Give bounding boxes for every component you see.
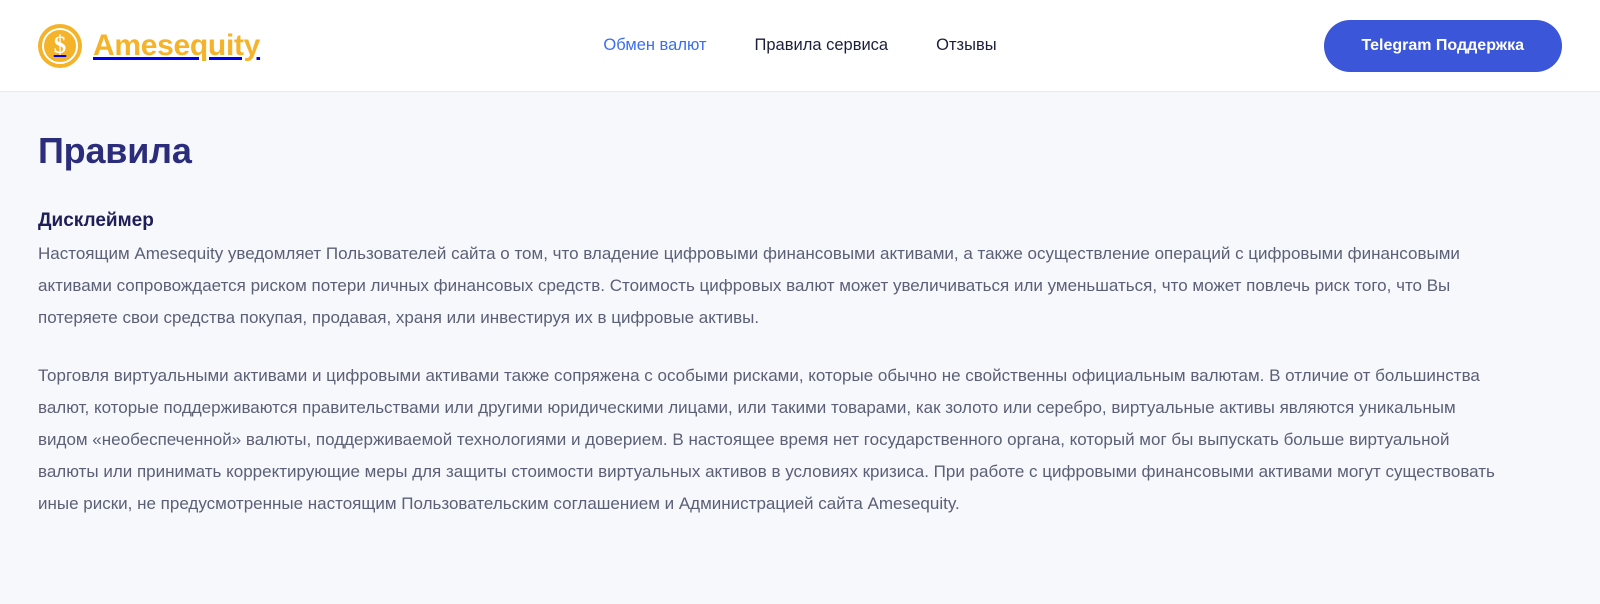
section-paragraph: Настоящим Amesequity уведомляет Пользователей сайта о том, что владение цифровыми финансовыми активами, а также осуществление операций с цифровыми финансовыми активами сопровождается риском потери личных финансовых средств. Стоимость цифровых валют может увеличиваться или уменьшаться, что может повлечь риск того, что Вы потеряете свои средства покупая, продавая, храня или инвестируя их в цифровые активы. bbox=[38, 244, 1460, 327]
section-disclaimer bbox=[38, 210, 1562, 520]
logo-link[interactable] bbox=[38, 24, 260, 68]
telegram-support-button[interactable]: Telegram Поддержка bbox=[1324, 20, 1562, 72]
logo-mark-symbol: $ bbox=[53, 32, 67, 59]
brand-name: Amesequity bbox=[93, 28, 261, 62]
section-paragraph: Торговля виртуальными активами и цифровыми активами также сопряжена с особыми рисками, которые обычно не свойственны официальным валютам. В отличие от большинства валют, которые поддерживаются правительствами или другими юридическими лицами, или такими товарами, как золото или серебро, виртуальные активы являются уникальным видом «необеспеченной» валюты, поддерживаемой технологиями и доверием. В настоящее время нет государственного органа, который мог бы выпускать больше виртуальной валюты или принимать корректирующие меры для защиты стоимости виртуальных активов в условиях кризиса. При работе с цифровыми финансовыми активами могут существовать иные риски, не предусмотренные настоящим Пользовательским соглашением и Администрацией сайта Amesequity. bbox=[38, 366, 1495, 513]
page-content bbox=[0, 92, 1600, 520]
nav-item-reviews[interactable]: Отзывы bbox=[936, 36, 997, 54]
nav-item-rules[interactable]: Правила сервиса bbox=[754, 36, 889, 54]
page-title: Правила bbox=[38, 130, 192, 171]
main-nav bbox=[603, 36, 996, 55]
nav-item-exchange[interactable]: Обмен валют bbox=[603, 36, 707, 54]
section-heading: Дисклеймер bbox=[38, 210, 154, 231]
site-header bbox=[0, 0, 1600, 92]
dollar-coin-icon bbox=[38, 24, 82, 68]
